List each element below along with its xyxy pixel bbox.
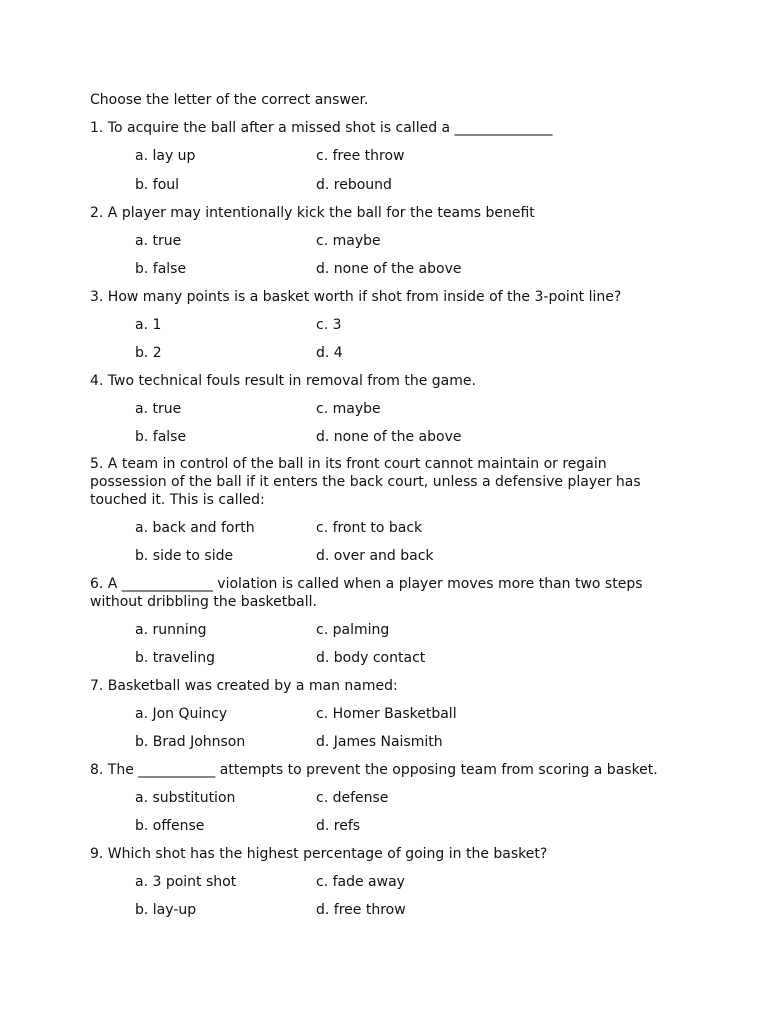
question-6: 6. A _____________ violation is called when a player moves more than two steps without dribbling the basketball. [90,576,647,610]
q7-option-b: b. Brad Johnson [135,734,246,750]
q4-option-d: d. none of the above [316,429,462,445]
q3-option-a: a. 1 [135,317,162,333]
question-4: 4. Two technical fouls result in removal from the game. [90,373,476,389]
q2-option-a: a. true [135,233,182,249]
q5-option-c: c. front to back [316,520,423,536]
q3-option-b: b. 2 [135,345,162,361]
q1-option-a: a. lay up [135,148,196,164]
q3-option-d: d. 4 [316,345,343,361]
q7-option-c: c. Homer Basketball [316,706,457,722]
q6-option-a: a. running [135,622,207,638]
q7-option-a: a. Jon Quincy [135,706,228,722]
question-5: 5. A team in control of the ball in its front court cannot maintain or regain possession of the ball if it enters the back court, unless a defensive player has touched it. This is called: [90,456,646,508]
q6-option-d: d. body contact [316,650,426,666]
q9-option-d: d. free throw [316,902,406,918]
q1-option-d: d. rebound [316,177,392,193]
question-1: 1. To acquire the ball after a missed shot is called a ______________ [90,120,553,136]
instruction: Choose the letter of the correct answer. [90,92,369,108]
question-7: 7. Basketball was created by a man named: [90,678,398,694]
q4-option-a: a. true [135,401,182,417]
q8-option-b: b. offense [135,818,205,834]
question-2: 2. A player may intentionally kick the ball for the teams benefit [90,205,535,221]
q3-option-c: c. 3 [316,317,342,333]
q5-option-d: d. over and back [316,548,434,564]
q1-option-c: c. free throw [316,148,405,164]
q2-option-c: c. maybe [316,233,381,249]
q9-option-a: a. 3 point shot [135,874,237,890]
q2-option-b: b. false [135,261,187,277]
q4-option-b: b. false [135,429,187,445]
q4-option-c: c. maybe [316,401,381,417]
q8-option-c: c. defense [316,790,389,806]
q6-option-c: c. palming [316,622,390,638]
q7-option-d: d. James Naismith [316,734,443,750]
q8-option-d: d. refs [316,818,361,834]
q2-option-d: d. none of the above [316,261,462,277]
q5-option-b: b. side to side [135,548,234,564]
question-9: 9. Which shot has the highest percentage of going in the basket? [90,846,548,862]
q9-option-c: c. fade away [316,874,405,890]
q8-option-a: a. substitution [135,790,236,806]
q5-option-a: a. back and forth [135,520,255,536]
q9-option-b: b. lay-up [135,902,197,918]
question-3: 3. How many points is a basket worth if shot from inside of the 3-point line? [90,289,622,305]
question-8: 8. The ___________ attempts to prevent the opposing team from scoring a basket. [90,762,658,778]
q6-option-b: b. traveling [135,650,216,666]
q1-option-b: b. foul [135,177,180,193]
